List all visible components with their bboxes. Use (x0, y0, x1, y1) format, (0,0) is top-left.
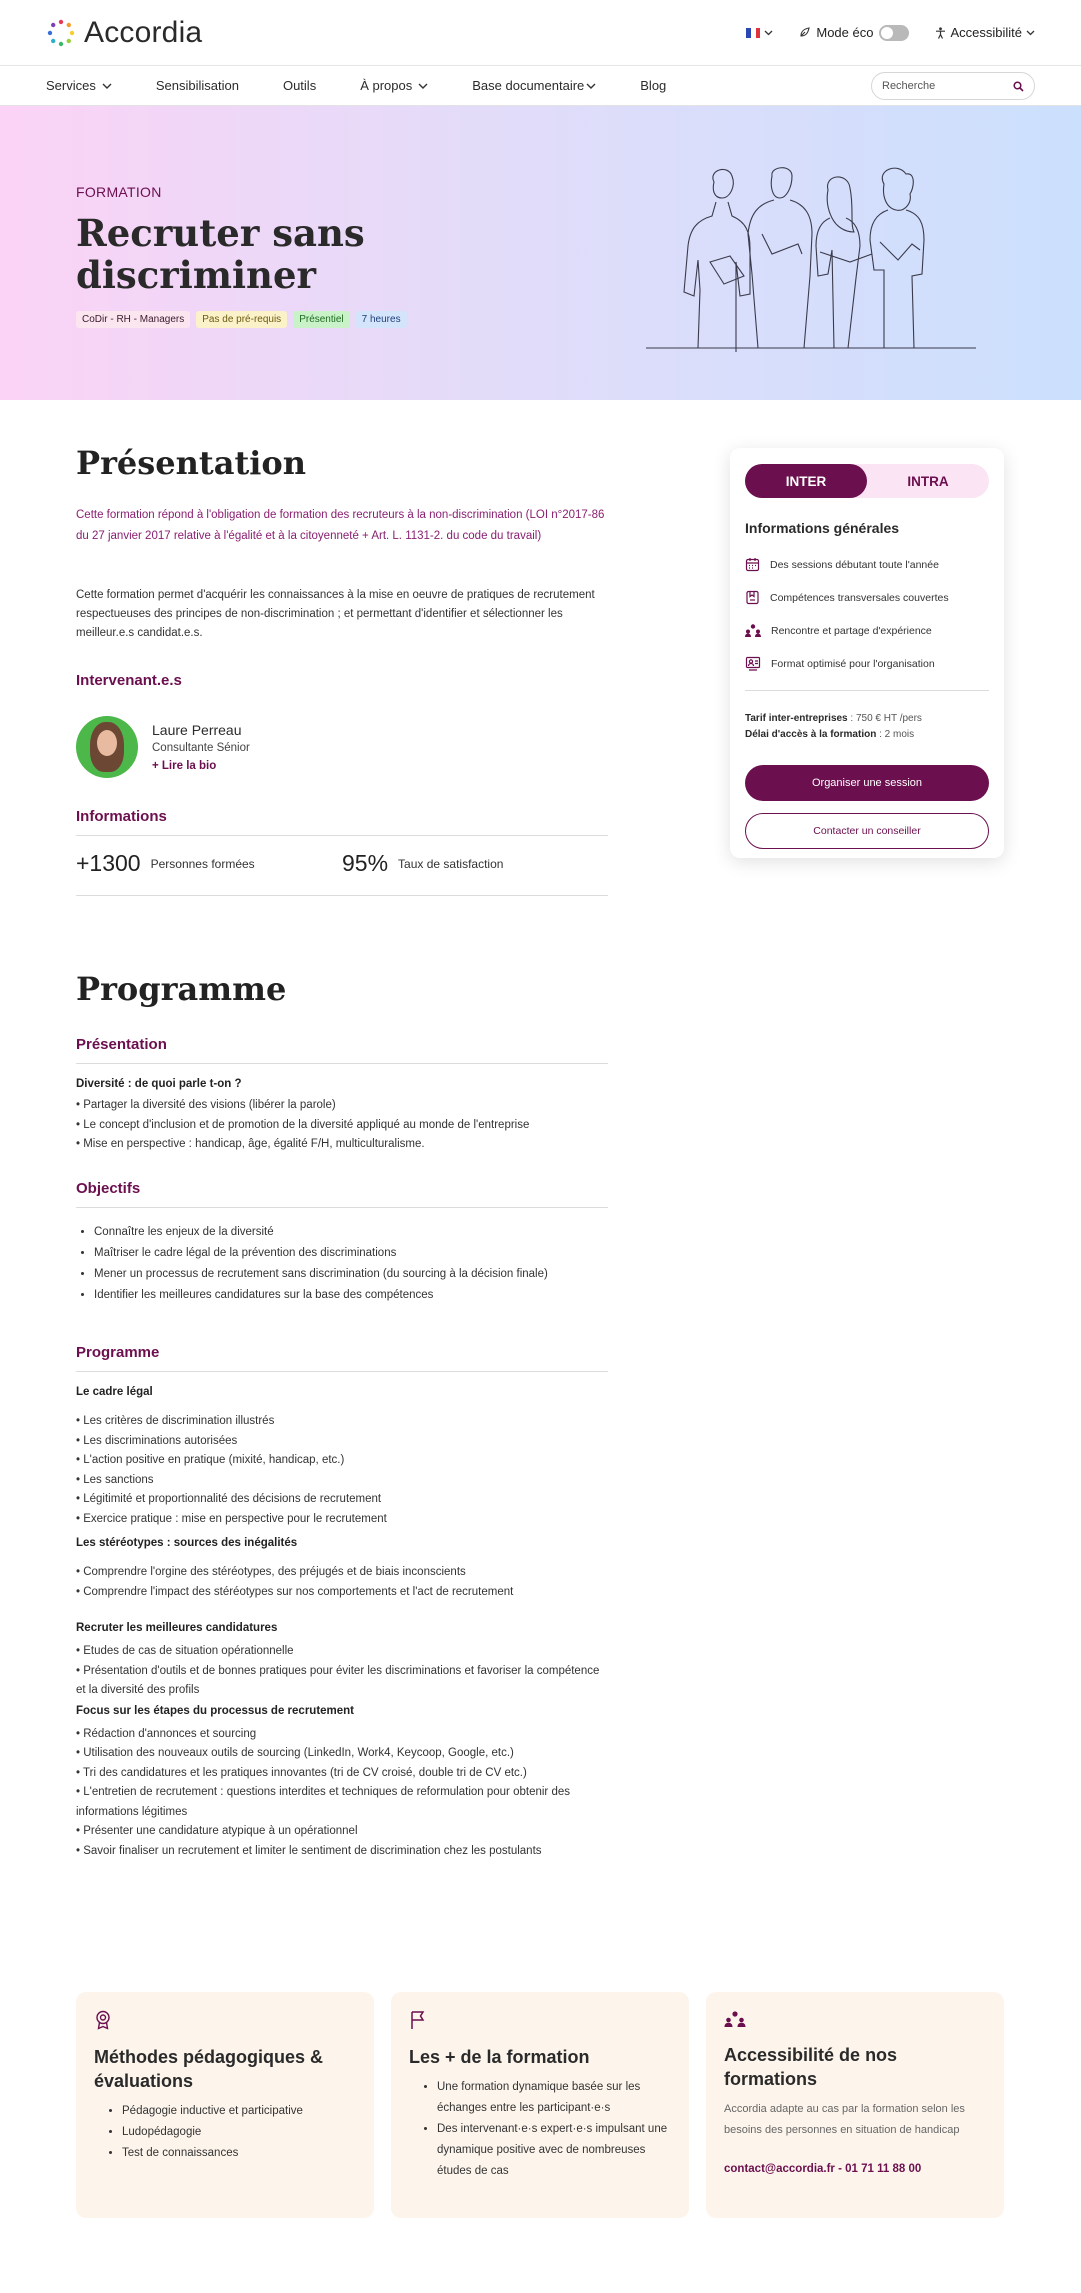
block-heading: Recruter les meilleures candidatures (76, 1622, 278, 1634)
eco-mode (799, 25, 909, 41)
nav-label: Sensibilisation (155, 78, 239, 93)
advantages-card (391, 1992, 689, 2218)
session-type-switch (745, 464, 989, 498)
programme-detail-section (76, 1344, 608, 1861)
bullet-line: • Partager la diversité des visions (libérer la parole) (76, 1099, 336, 1111)
speaker-role: Consultante Sénior (152, 742, 250, 754)
block-heading: Les stéréotypes : sources des inégalités (76, 1537, 298, 1549)
chevron-down-icon (102, 83, 112, 89)
divider (745, 690, 989, 691)
bullet-line: • Exercice pratique : mise en perspective pour le recrutement (76, 1512, 387, 1525)
bullet-line: • Utilisation des nouveaux outils de sourcing (LinkedIn, Work4, Keycoop, Google, etc.) (76, 1747, 514, 1759)
accessibility-text: Accordia adapte au cas par la formation selon les besoins des personnes en situation de handicap (724, 2103, 965, 2136)
tag-audience: CoDir - RH - Managers (76, 311, 190, 328)
access-delay-line: Délai d'accès à la formation : 2 mois (745, 729, 915, 740)
main-nav (0, 66, 1081, 106)
divider (76, 895, 608, 896)
list-item: • Des intervenant·e·s expert·e·s impulsant une dynamique positive avec de nombreuses études de cas (437, 2119, 671, 2182)
logo-text: Accordia (84, 15, 203, 49)
section-heading: Objectifs (76, 1180, 608, 1208)
bullet-line: • Les sanctions (76, 1473, 154, 1486)
tab-inter[interactable]: INTER (745, 464, 867, 498)
top-header (0, 0, 1081, 66)
section-question: Diversité : de quoi parle t-on ? (76, 1078, 242, 1090)
list-item: • Pédagogie inductive et participative (122, 2101, 356, 2122)
bullet-line: • Rédaction d'annonces et sourcing (76, 1727, 257, 1740)
accessibility-title: Accessibilité de nos formations (724, 2045, 898, 2089)
bullet-line: • Les critères de discrimination illustrés (76, 1415, 275, 1427)
methods-card (76, 1992, 374, 2218)
search-box (871, 72, 1035, 100)
booking-card (730, 448, 1004, 858)
chevron-down-icon (1026, 30, 1035, 36)
accessibility-icon (935, 27, 946, 39)
list-item: • Une formation dynamique basée sur les échanges entre les participant·e·s (437, 2077, 671, 2119)
stat-label: Personnes formées (150, 856, 255, 871)
eco-mode-toggle[interactable] (879, 25, 909, 41)
nav-label: Blog (640, 78, 667, 93)
block-heading: Le cadre légal (76, 1386, 153, 1398)
list-item: • Maîtriser le cadre légal de la prévention des discriminations (94, 1243, 608, 1264)
bullet-line: • Etudes de cas de situation opérationnelle (76, 1645, 294, 1657)
chevron-down-icon (764, 30, 773, 36)
leaf-icon (799, 27, 810, 38)
team-line-illustration (644, 162, 980, 352)
feature-item (745, 548, 989, 581)
list-item: • Identifier les meilleures candidatures sur la base des compétences (94, 1285, 608, 1306)
bullet-line: • Présentation d'outils et de bonnes pratiques pour éviter les discriminations et favoriser la compétence et la diversité des profils (76, 1664, 600, 1696)
list-item: • Connaître les enjeux de la diversité (94, 1222, 608, 1243)
speaker-name: Laure Perreau (152, 722, 242, 738)
informations-heading: Informations (76, 808, 167, 825)
access-value: 2 mois (884, 729, 915, 740)
bullet-line: • Comprendre l'impact des stéréotypes sur nos comportements et l'act de recrutement (76, 1585, 514, 1598)
flag-icon (409, 2010, 427, 2030)
chevron-down-icon (418, 83, 428, 89)
nav-blog[interactable] (640, 78, 666, 93)
nav-label: À propos (360, 78, 413, 93)
bullet-line: • L'action positive en pratique (mixité, handicap, etc.) (76, 1454, 345, 1466)
tag-format: Présentiel (293, 311, 349, 328)
stats-row (76, 850, 608, 877)
language-selector[interactable] (746, 28, 773, 38)
bullet-line: • Présenter une candidature atypique à un opérationnel (76, 1825, 358, 1837)
nav-a-propos[interactable] (360, 78, 428, 93)
nav-outils[interactable] (283, 78, 316, 93)
programme-title: Programme (76, 970, 287, 1008)
general-info-heading: Informations générales (745, 520, 900, 536)
bullet-line: • Les discriminations autorisées (76, 1434, 238, 1447)
hero-tags (76, 311, 407, 328)
feature-item (745, 647, 989, 680)
list-item: • Mener un processus de recrutement sans discrimination (du sourcing à la décision finale) (94, 1264, 608, 1285)
feature-label: Compétences transversales couvertes (770, 591, 949, 604)
nav-sensibilisation[interactable] (156, 78, 239, 93)
speaker-card (76, 716, 250, 778)
logo-icon (46, 18, 76, 48)
presentation-title: Présentation (76, 444, 306, 482)
logo[interactable] (46, 16, 202, 50)
calendar-icon (745, 557, 760, 572)
price-line: Tarif inter-entreprises : 750 € HT /pers (745, 713, 922, 724)
organize-session-button[interactable]: Organiser une session (745, 765, 989, 801)
contact-advisor-button[interactable]: Contacter un conseiller (745, 813, 989, 849)
methods-title: Méthodes pédagogiques & évaluations (94, 2047, 324, 2091)
bullet-line: • L'entretien de recrutement : questions interdites et techniques de reformulation pour obtenir des informations légitimes (76, 1786, 570, 1818)
advantages-title: Les + de la formation (409, 2047, 590, 2067)
tag-duration: 7 heures (356, 311, 407, 328)
speakers-heading: Intervenant.e.s (76, 672, 182, 689)
presentation-description: Cette formation permet d'acquérir les connaissances à la mise en oeuvre de pratiques de recrutement respectueuses des principes de non-discrimination ; et permettant d'identifier et sélectionner les meilleur.e.s candidat.e.s. (76, 589, 595, 639)
nav-label: Services (46, 78, 96, 93)
bullet-line: • Légitimité et proportionnalité des décisions de recrutement (76, 1493, 382, 1505)
list-item: • Test de connaissances (122, 2143, 356, 2164)
accessibility-label: Accessibilité (950, 25, 1022, 40)
search-icon[interactable] (1013, 81, 1024, 92)
bullet-line: • Tri des candidatures et les pratiques innovantes (tri de CV croisé, double tri de CV etc.) (76, 1766, 527, 1779)
bullet-line: • Le concept d'inclusion et de promotion de la diversité appliqué au monde de l'entreprise (76, 1118, 530, 1131)
nav-label: Base documentaire (472, 78, 585, 93)
chevron-down-icon (586, 83, 596, 89)
french-flag-icon (746, 28, 760, 38)
price-value: 750 € HT /pers (855, 713, 922, 724)
objectives-list (76, 1222, 608, 1306)
people-icon (745, 623, 761, 638)
objectives-section (76, 1180, 608, 1306)
advantages-list (409, 2077, 671, 2182)
avatar (76, 716, 138, 778)
hero-eyebrow: FORMATION (76, 184, 162, 200)
stat-satisfaction (342, 850, 608, 877)
tab-intra[interactable]: INTRA (907, 473, 949, 489)
block-heading: Focus sur les étapes du processus de recrutement (76, 1704, 355, 1717)
header-tools (746, 25, 1035, 41)
page-title: Recruter sans discriminer (76, 211, 365, 297)
accessibility-menu[interactable] (935, 25, 1035, 40)
stat-value: 95% (342, 850, 389, 876)
divider (76, 835, 608, 836)
search-input[interactable] (882, 80, 1002, 92)
list-item: • Ludopédagogie (122, 2122, 356, 2143)
stat-value: +1300 (76, 850, 141, 876)
section-heading: Présentation (76, 1036, 608, 1064)
nav-services[interactable] (46, 78, 112, 93)
nav-base-documentaire[interactable] (472, 78, 596, 93)
tag-prerequisites: Pas de pré-requis (196, 311, 287, 328)
award-icon (94, 2010, 112, 2030)
feature-label: Rencontre et partage d'expérience (771, 624, 932, 637)
programme-presentation-section (76, 1036, 608, 1155)
stat-trained (76, 850, 342, 877)
bullet-line: • Savoir finaliser un recrutement et limiter le sentiment de discrimination chez les postulants (76, 1844, 542, 1857)
bullet-line: • Mise en perspective : handicap, âge, égalité F/H, multiculturalisme. (76, 1138, 425, 1150)
read-bio-link[interactable]: + Lire la bio (152, 760, 217, 772)
skills-icon (745, 590, 760, 605)
contact-link[interactable]: contact@accordia.fr - 01 71 11 88 00 (724, 2163, 922, 2175)
price-label: Tarif inter-entreprises (745, 713, 848, 724)
bullet-line: • Comprendre l'orgine des stéréotypes, des préjugés et de biais inconscients (76, 1566, 466, 1578)
access-label: Délai d'accès à la formation (745, 729, 877, 740)
legal-obligation-text: Cette formation répond à l'obligation de formation des recruteurs à la non-discrimination (LOI n°2017-86 du 27 janvier 2017 relative à l'égalité et à la citoyenneté + Art. L. 1131-2. du code du travail) (76, 509, 605, 542)
feature-label: Format optimisé pour l'organisation (771, 657, 935, 670)
accessibility-card (706, 1992, 1004, 2218)
hero-banner (0, 106, 1081, 400)
section-heading: Programme (76, 1344, 608, 1372)
methods-list (94, 2101, 356, 2164)
feature-item (745, 581, 989, 614)
eco-mode-label: Mode éco (816, 25, 874, 40)
feature-item (745, 614, 989, 647)
presentation-board-icon (745, 656, 761, 671)
people-group-icon (724, 2010, 746, 2028)
nav-label: Outils (282, 78, 317, 93)
feature-label: Des sessions débutant toute l'année (770, 558, 939, 571)
stat-label: Taux de satisfaction (398, 856, 504, 871)
